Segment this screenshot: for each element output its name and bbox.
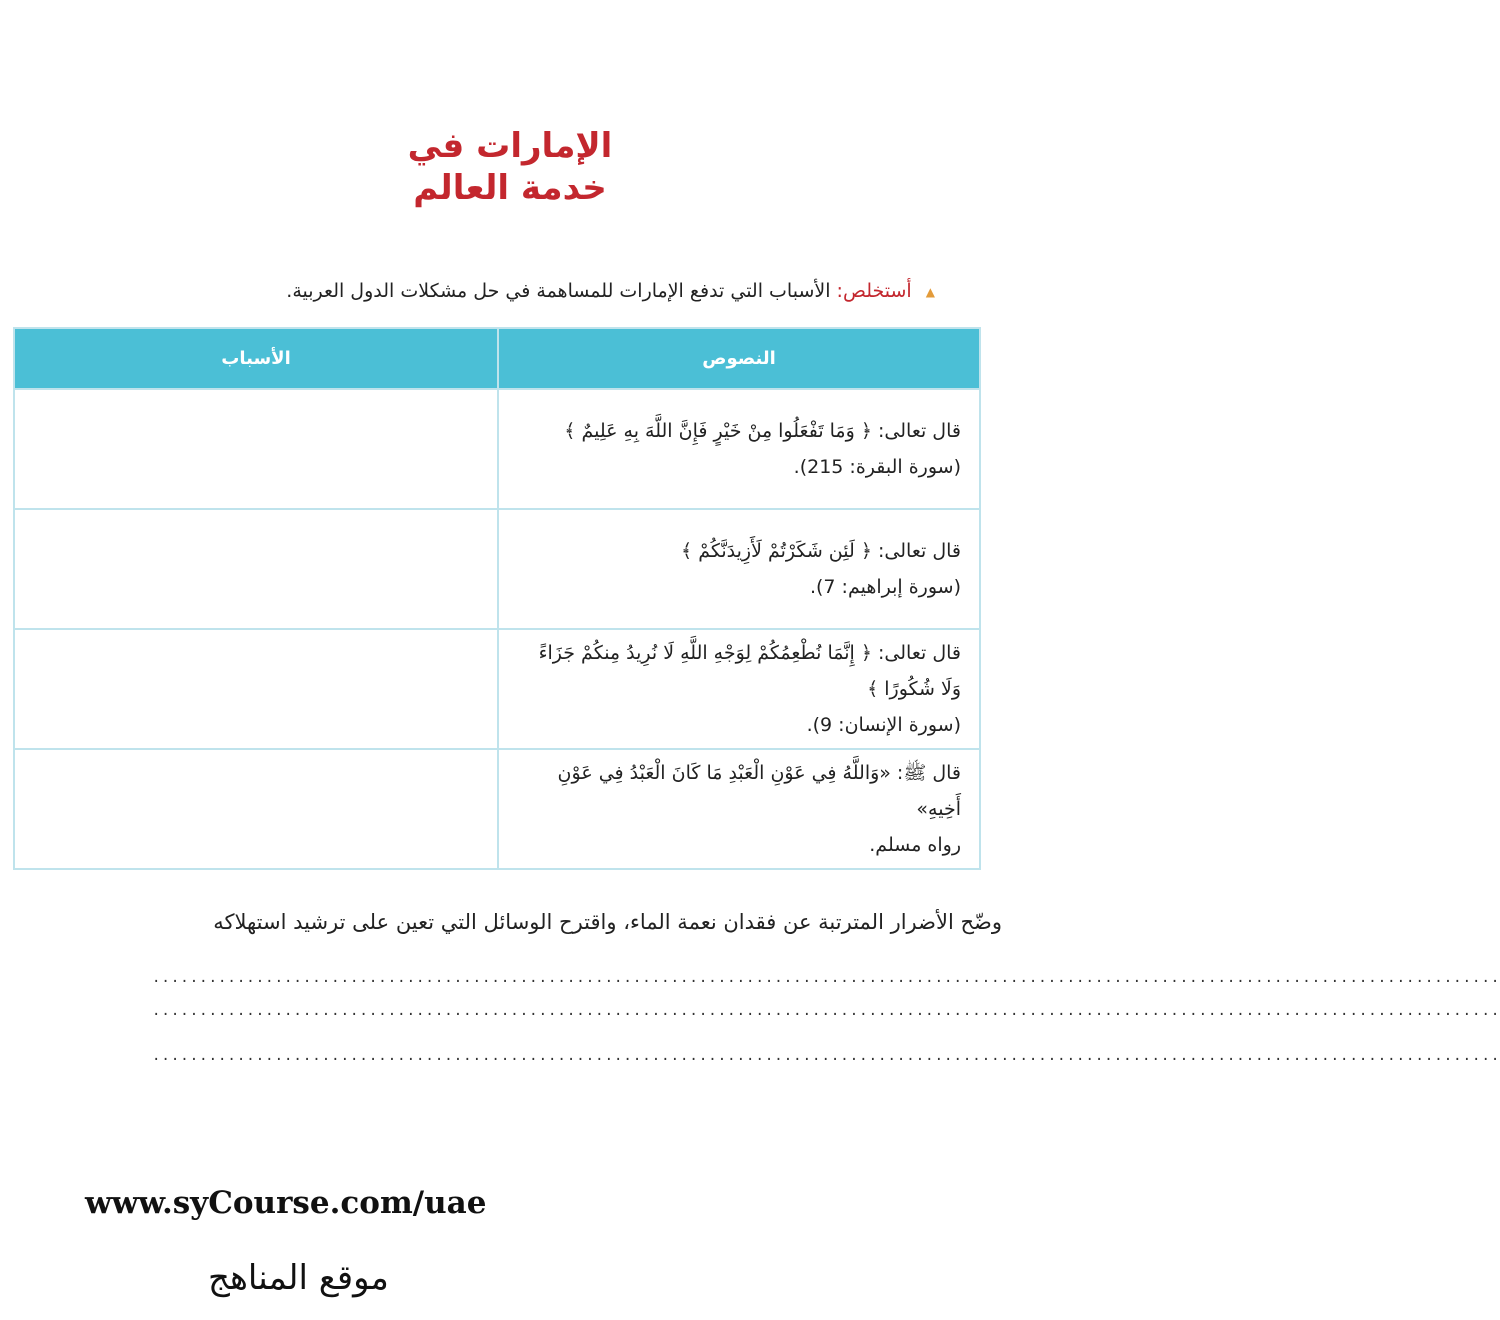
- header-texts: النصوص: [498, 328, 980, 389]
- answer-line-3[interactable]: ...............................................................................................................................................: [152, 1048, 1500, 1064]
- table-row: [14, 629, 980, 749]
- page-title: [300, 125, 720, 209]
- answer-line-2[interactable]: ...............................................................................................................................................: [152, 1003, 1500, 1019]
- verse-text: قال تعالى: ﴿ إِنَّمَا نُطْعِمُكُمْ لِوَجْهِ اللَّهِ لَا نُرِيدُ مِنكُمْ جَزَاءً وَلَا شُكُورًا ﴾: [538, 642, 961, 700]
- water-question: وضّح الأضرار المترتبة عن فقدان نعمة الماء، واقترح الوسائل التي تعين على ترشيد استهلاكه: [213, 910, 1002, 934]
- verse-text: قال تعالى: ﴿ لَئِن شَكَرْتُمْ لَأَزِيدَنَّكُمْ ﴾: [681, 540, 961, 562]
- table-row: [14, 749, 980, 869]
- triangle-bullet-icon: ▲: [925, 284, 935, 299]
- reason-answer-cell[interactable]: [14, 389, 498, 509]
- text-cell: [498, 389, 980, 509]
- instruction-label: أستخلص:: [836, 280, 912, 302]
- verse-source: (سورة إبراهيم: 7).: [809, 576, 961, 598]
- answer-line-1[interactable]: ...............................................................................................................................................: [152, 970, 1500, 986]
- verse-text: قال تعالى: ﴿ وَمَا تَفْعَلُوا مِنْ خَيْرٍ فَإِنَّ اللَّهَ بِهِ عَلِيمٌ ﴾: [564, 420, 961, 442]
- text-cell: [498, 629, 980, 749]
- footer-url[interactable]: www.syCourse.com/uae: [85, 1185, 487, 1221]
- texts-reasons-table: [13, 327, 981, 870]
- verse-source: (سورة الإنسان: 9).: [806, 714, 961, 736]
- text-cell: [498, 749, 980, 869]
- hadith-text: قال ﷺ: «وَاللَّهُ فِي عَوْنِ الْعَبْدِ مَا كَانَ الْعَبْدُ فِي عَوْنِ أَخِيهِ»: [557, 762, 961, 820]
- reason-answer-cell[interactable]: [14, 509, 498, 629]
- reason-answer-cell[interactable]: [14, 629, 498, 749]
- title-line-2: خدمة العالم: [413, 168, 607, 208]
- table-row: [14, 509, 980, 629]
- footer-site-name: موقع المناهج: [208, 1258, 389, 1298]
- table-header-row: [14, 328, 980, 389]
- header-reasons: الأسباب: [14, 328, 498, 389]
- reason-answer-cell[interactable]: [14, 749, 498, 869]
- table-row: [14, 389, 980, 509]
- text-cell: [498, 509, 980, 629]
- verse-source: (سورة البقرة: 215).: [793, 456, 961, 478]
- instruction-text: الأسباب التي تدفع الإمارات للمساهمة في حل مشكلات الدول العربية.: [286, 280, 831, 302]
- title-line-1: الإمارات في: [407, 126, 613, 166]
- instruction: [286, 280, 935, 302]
- hadith-source: رواه مسلم.: [869, 834, 961, 856]
